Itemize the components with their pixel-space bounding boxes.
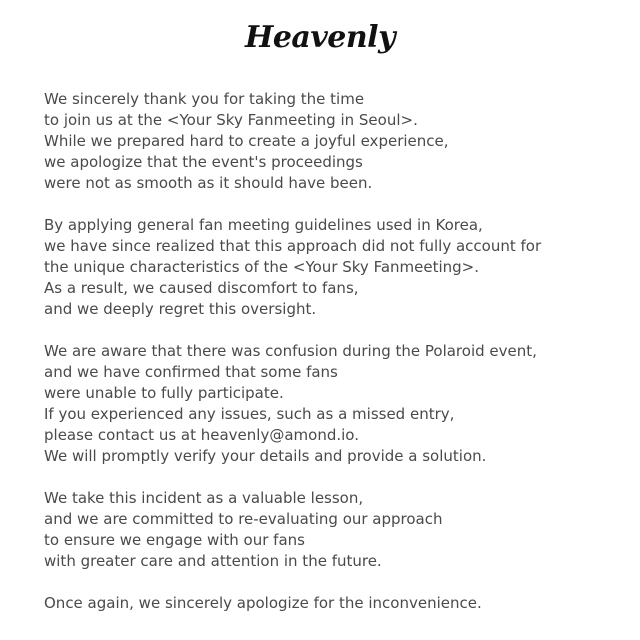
text-line: were unable to fully participate. <box>44 384 284 402</box>
text-line: and we have confirmed that some fans <box>44 363 338 381</box>
paragraph-thanks <box>44 89 624 194</box>
text-line: Once again, we sincerely apologize for the inconvenience. <box>44 594 482 612</box>
text-line: We sincerely thank you for taking the time <box>44 90 365 108</box>
text-line: While we prepared hard to create a joyful experience, <box>44 132 449 150</box>
text-line: By applying general fan meeting guidelines used in Korea, <box>44 216 483 234</box>
text-line: As a result, we caused discomfort to fans, <box>44 279 359 297</box>
text-line: and we are committed to re-evaluating our approach <box>44 510 443 528</box>
text-line: If you experienced any issues, such as a missed entry, <box>44 405 455 423</box>
paragraph-lesson <box>44 488 624 572</box>
heavenly-logo: Heavenly <box>244 20 396 55</box>
text-line: and we deeply regret this oversight. <box>44 300 317 318</box>
text-line: to join us at the <Your Sky Fanmeeting in Seoul>. <box>44 111 418 129</box>
text-line: We are aware that there was confusion during the Polaroid event, <box>44 342 537 360</box>
apology-letter <box>44 89 624 635</box>
text-line: we apologize that the event's proceedings <box>44 153 363 171</box>
text-line: to ensure we engage with our fans <box>44 531 305 549</box>
text-line: please contact us at heavenly@amond.io. <box>44 426 359 444</box>
text-line: the unique characteristics of the <Your Sky Fanmeeting>. <box>44 258 479 276</box>
text-line: We will promptly verify your details and provide a solution. <box>44 447 487 465</box>
paragraph-guidelines <box>44 215 624 320</box>
text-line: We take this incident as a valuable lesson, <box>44 489 364 507</box>
text-line: were not as smooth as it should have been. <box>44 174 373 192</box>
paragraph-polaroid <box>44 341 624 467</box>
text-line: we have since realized that this approach did not fully account for <box>44 237 542 255</box>
paragraph-closing <box>44 593 624 614</box>
text-line: with greater care and attention in the future. <box>44 552 382 570</box>
